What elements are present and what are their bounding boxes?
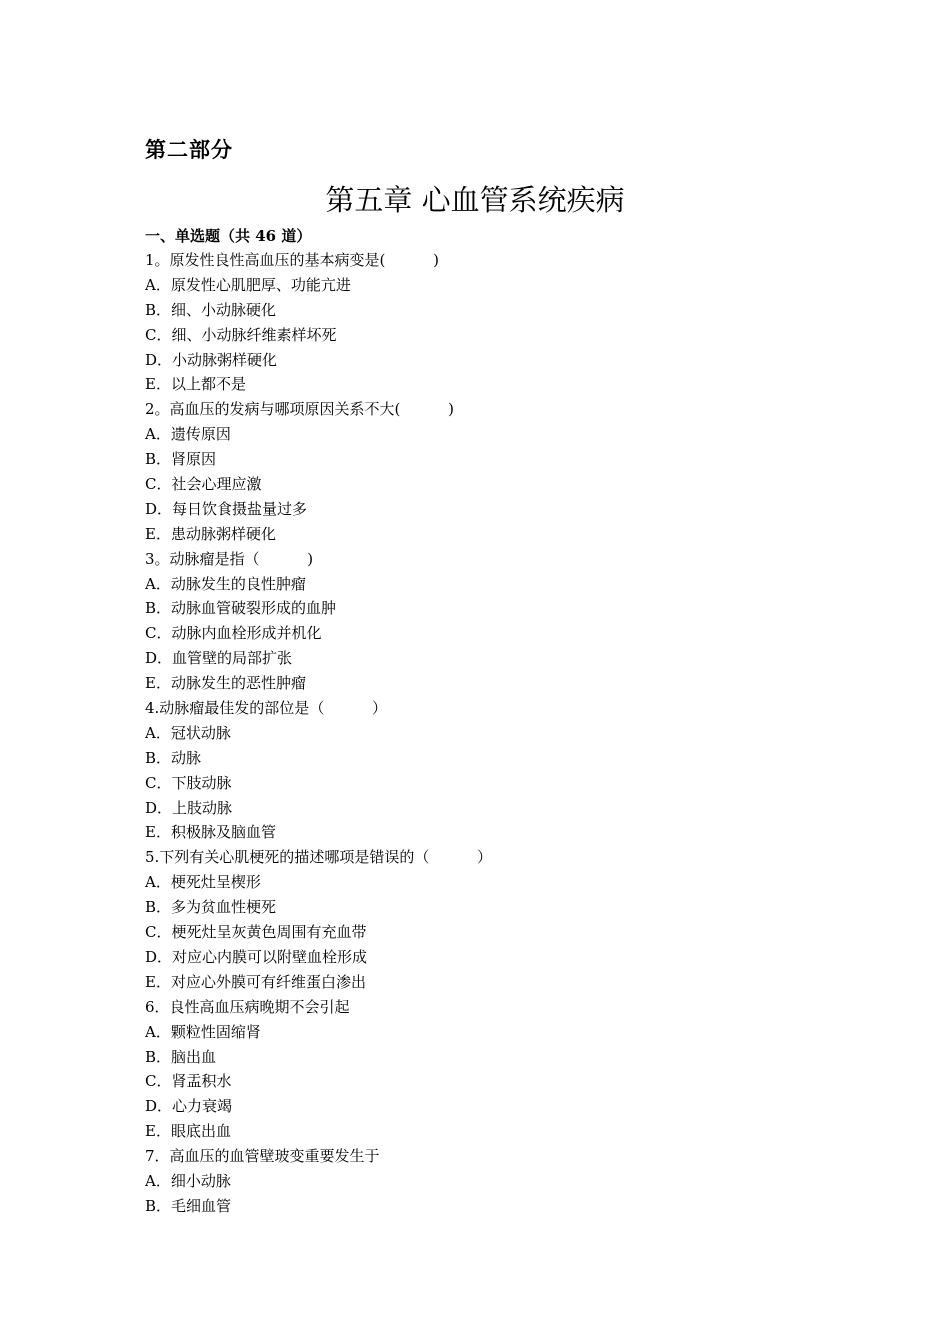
option-d: D．血管壁的局部扩张 — [145, 649, 293, 668]
option-c: C．肾盂积水 — [145, 1072, 232, 1091]
option-e: E．对应心外膜可有纤维蛋白渗出 — [145, 972, 366, 991]
question-stem: 2。高血压的发病与哪项原因关系不大( ) — [145, 400, 454, 419]
question-6 — [145, 995, 845, 1144]
option-b: B．细、小动脉硬化 — [145, 300, 277, 319]
option-a: A．梗死灶呈楔形 — [145, 873, 261, 892]
question-3 — [145, 547, 845, 696]
option-a: A．细小动脉 — [145, 1171, 231, 1190]
section-title: 一、单选题（共 46 道） — [145, 227, 312, 245]
option-b: B．毛细血管 — [145, 1196, 232, 1215]
option-e: E．积极脉及脑血管 — [145, 823, 276, 842]
option-a: A．原发性心肌肥厚、功能亢进 — [145, 275, 351, 294]
option-d: D．每日饮食摄盐量过多 — [145, 499, 308, 518]
option-b: B．动脉 — [145, 748, 202, 767]
question-stem: 3。动脉瘤是指（ ) — [145, 549, 314, 568]
option-c: C．梗死灶呈灰黄色周围有充血带 — [145, 923, 367, 942]
question-stem: 4.动脉瘤最佳发的部位是（ ） — [145, 699, 387, 718]
part-title: 第二部分 — [145, 137, 233, 162]
question-5 — [145, 845, 845, 994]
option-e: E．眼底出血 — [145, 1122, 231, 1141]
question-1 — [145, 248, 845, 397]
option-e: E．动脉发生的恶性肿瘤 — [145, 674, 306, 693]
option-b: B．动脉血管破裂形成的血肿 — [145, 599, 337, 618]
option-e: E．患动脉粥样硬化 — [145, 524, 276, 543]
option-c: C．下肢动脉 — [145, 773, 232, 792]
option-c: C．动脉内血栓形成并机化 — [145, 624, 322, 643]
question-stem: 7．高血压的血管壁玻变重要发生于 — [145, 1147, 380, 1166]
question-list — [145, 248, 845, 1219]
question-4 — [145, 696, 845, 845]
question-2 — [145, 397, 845, 546]
option-b: B．多为贫血性梗死 — [145, 898, 277, 917]
option-d: D．心力衰竭 — [145, 1097, 233, 1116]
question-stem: 5.下列有关心肌梗死的描述哪项是错误的（ ） — [145, 848, 492, 867]
option-c: C．细、小动脉纤维素样坏死 — [145, 325, 337, 344]
question-stem: 1。原发性良性高血压的基本病变是( ) — [145, 251, 439, 269]
chapter-title: 第五章 心血管系统疾病 — [325, 183, 625, 217]
option-a: A．颗粒性固缩肾 — [145, 1022, 261, 1041]
question-stem: 6．良性高血压病晚期不会引起 — [145, 997, 350, 1016]
option-a: A．动脉发生的良性肿瘤 — [145, 574, 306, 593]
option-a: A．冠状动脉 — [145, 723, 231, 742]
option-c: C．社会心理应激 — [145, 475, 262, 494]
option-d: D．小动脉粥样硬化 — [145, 350, 278, 369]
option-b: B．肾原因 — [145, 450, 217, 469]
option-a: A．遗传原因 — [145, 425, 231, 444]
option-d: D．上肢动脉 — [145, 798, 233, 817]
option-e: E．以上都不是 — [145, 375, 246, 394]
option-b: B．脑出血 — [145, 1047, 217, 1066]
question-7 — [145, 1144, 845, 1219]
option-d: D．对应心内膜可以附壁血栓形成 — [145, 947, 368, 966]
